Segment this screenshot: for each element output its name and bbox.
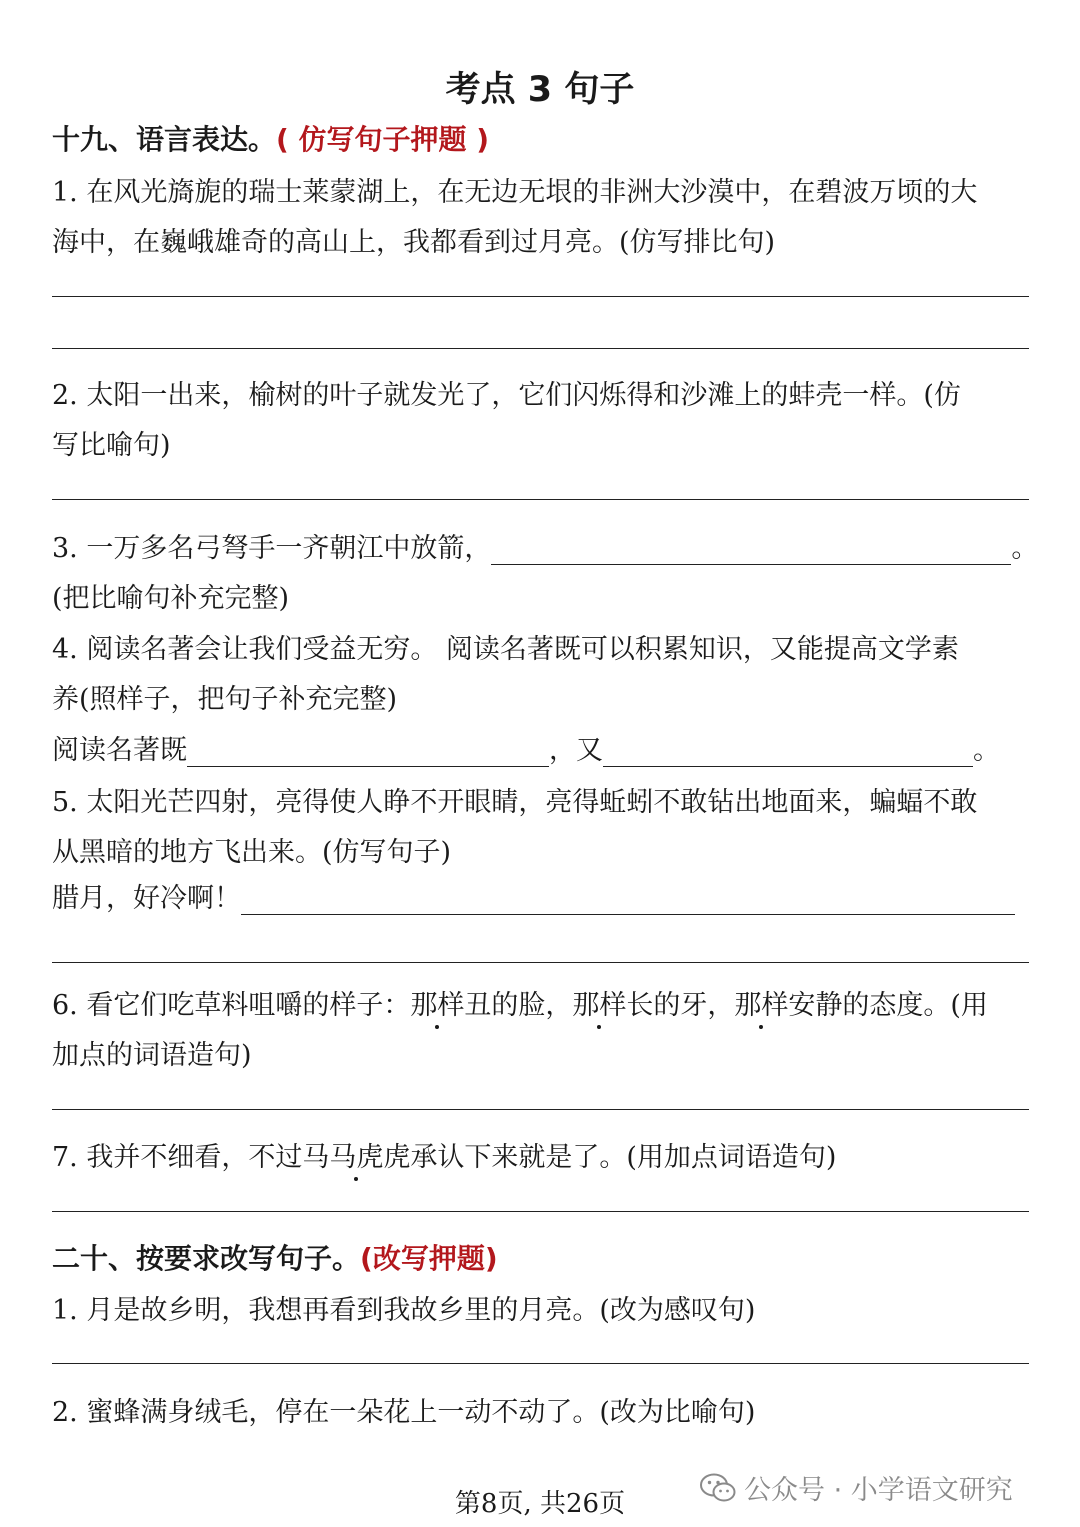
q19-4-fill-line: [52, 728, 1000, 767]
section-19-tag: ( 仿写句子押题 ): [276, 123, 490, 156]
q19-5-prompt: 腊月，好冷啊！: [52, 883, 241, 914]
section-19-heading: [52, 118, 489, 158]
q19-4-line1: 4. 阅读名著会让我们受益无穷。 阅读名著既可以积累知识，又能提高文学素: [52, 634, 959, 665]
wechat-icon: [700, 1473, 736, 1503]
section-19-title: 十九、语言表达。: [52, 123, 277, 156]
q19-7-pre: 7. 我并不细看，不过: [52, 1142, 303, 1173]
watermark-text: 公众号 · 小学语文研究: [744, 1475, 1013, 1506]
q19-3-end: 。: [1011, 533, 1039, 564]
q19-3-line1: [52, 526, 1038, 565]
answer-line[interactable]: [52, 296, 1029, 297]
q19-2-line2: 写比喻句): [52, 430, 171, 461]
q19-7-post: 承认下来就是了。(用加点词语造句): [410, 1142, 837, 1173]
q19-6-line1: [52, 983, 988, 1022]
answer-line[interactable]: [52, 348, 1029, 349]
q19-2-line1: 2. 太阳一出来，榆树的叶子就发光了，它们闪烁得和沙滩上的蚌壳一样。(仿: [52, 380, 961, 411]
fill-blank[interactable]: [603, 736, 973, 767]
q19-5-line1: 5. 太阳光芒四射，亮得使人睁不开眼睛，亮得蚯蚓不敢钻出地面来，蝙蝠不敢: [52, 787, 978, 818]
answer-line[interactable]: [52, 499, 1029, 500]
q19-6-pre: 6. 看它们吃草料咀嚼的样子：: [52, 990, 411, 1021]
q19-3-line2: (把比喻句补充完整): [52, 583, 290, 614]
dotted-word: 那样: [734, 983, 788, 1022]
q19-5-prompt-line: [52, 876, 1015, 915]
dotted-word: 马马虎虎: [302, 1135, 410, 1174]
q19-6-text: 长的牙，: [626, 990, 735, 1021]
q19-4-line2: 养(照样子，把句子补充完整): [52, 684, 398, 715]
q19-3-text: 3. 一万多名弓弩手一齐朝江中放箭，: [52, 533, 492, 564]
answer-line[interactable]: [52, 962, 1029, 963]
answer-line[interactable]: [52, 1363, 1029, 1364]
fill-blank[interactable]: [241, 884, 1015, 915]
section-20-title: 二十、按要求改写句子。: [52, 1242, 361, 1275]
q19-5-line2: 从黑暗的地方飞出来。(仿写句子): [52, 837, 452, 868]
q19-1-line1: 1. 在风光旖旎的瑞士莱蒙湖上，在无边无垠的非洲大沙漠中，在碧波万顷的大: [52, 177, 978, 208]
q20-2: 2. 蜜蜂满身绒毛，停在一朵花上一动不动了。(改为比喻句): [52, 1397, 756, 1428]
q20-1: 1. 月是故乡明，我想再看到我故乡里的月亮。(改为感叹句): [52, 1295, 756, 1326]
answer-line[interactable]: [52, 1211, 1029, 1212]
section-20-heading: [52, 1237, 498, 1277]
q19-4-fill-end: 。: [973, 735, 1000, 766]
q19-6-text: 安静的态度。(用: [788, 990, 988, 1021]
fill-blank[interactable]: [491, 534, 1011, 565]
watermark: [700, 1468, 1013, 1507]
q19-7-line1: [52, 1135, 836, 1174]
page-number: 第8页, 共26页: [454, 1489, 626, 1519]
q19-6-text: 丑的脸，: [464, 990, 573, 1021]
page-title: 考点 3 句子: [445, 70, 635, 110]
dotted-word: 那样: [572, 983, 626, 1022]
fill-blank[interactable]: [187, 736, 549, 767]
section-20-tag: (改写押题): [360, 1242, 498, 1275]
answer-line[interactable]: [52, 1109, 1029, 1110]
q19-6-line2: 加点的词语造句): [52, 1040, 252, 1071]
q19-4-fill-prefix: 阅读名著既: [52, 735, 187, 766]
q19-4-fill-mid: ，又: [549, 735, 603, 766]
dotted-word: 那样: [410, 983, 464, 1022]
q19-1-line2: 海中，在巍峨雄奇的高山上，我都看到过月亮。(仿写排比句): [52, 227, 776, 258]
